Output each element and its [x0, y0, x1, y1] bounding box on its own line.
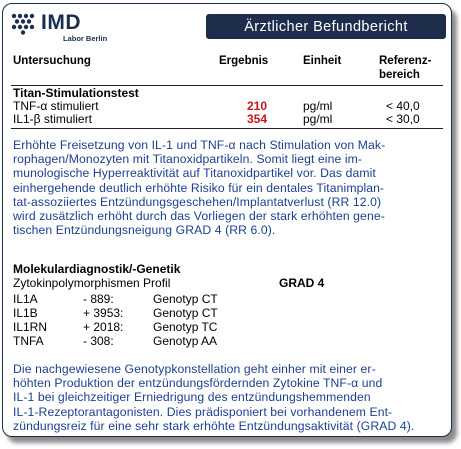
- paragraph-line: zündungsreiz für eine sehr stark erhöhte Entzündungsaktivität (GRAD 4).: [13, 418, 415, 433]
- gene-position: + 2018:: [83, 320, 124, 334]
- genetics-interpretation-paragraph: [13, 362, 441, 433]
- gene-name: IL1RN: [13, 320, 48, 334]
- gene-genotype: Genotyp CT: [153, 306, 218, 320]
- test-name: IL1-β stimuliert: [13, 112, 92, 126]
- test-result: 210: [247, 99, 268, 113]
- gene-position: + 3953:: [83, 306, 124, 320]
- table-divider: [11, 128, 443, 129]
- logo-text: IMD: [41, 11, 81, 34]
- report-card: [2, 3, 452, 437]
- genetics-grade: GRAD 4: [279, 276, 325, 290]
- paragraph-line: rophagen/Monozyten mit Titanoxidpartikeln. Somit liegt eine im-: [13, 152, 363, 167]
- gene-position: - 308:: [83, 334, 114, 348]
- section-heading-row: [13, 86, 443, 100]
- logo-subtitle: Labor Berlin: [63, 34, 108, 43]
- test-unit: pg/ml: [303, 112, 333, 126]
- paragraph-line: munologische Hyperreaktivität auf Titanoxidpartikel vor. Das damit: [13, 166, 376, 181]
- paragraph-line: IL-1 bei gleichzeitiger Erniedrigung des entzündungshemmenden: [13, 390, 371, 405]
- col-header-ref-line1: Referenz-: [379, 55, 432, 67]
- gene-genotype: Genotyp CT: [153, 292, 218, 306]
- report-title: Ärztlicher Befundbericht: [206, 14, 446, 39]
- table-row: [13, 112, 443, 126]
- section-heading: Titan-Stimulationstest: [13, 86, 139, 100]
- paragraph-line: Die nachgewiesene Genotypkonstellation geht einher mit einer er-: [13, 362, 376, 376]
- interpretation-paragraph: [13, 138, 441, 237]
- col-header-unit: Einheit: [303, 55, 342, 67]
- test-name: TNF-α stimuliert: [13, 99, 99, 113]
- genetics-heading: Molekulardiagnostik/-Genetik: [13, 262, 181, 276]
- paragraph-line: IL-1-Rezeptorantagonisten. Dies prädisponiert bei vorhandenem Ent-: [13, 404, 393, 419]
- gene-genotype: Genotyp AA: [153, 334, 218, 348]
- gene-name: IL1A: [13, 292, 38, 306]
- paragraph-line: wird zusätzlich erhöht durch das Vorliegen der stark erhöhten gene-: [13, 209, 385, 224]
- gene-name: TNFA: [13, 334, 44, 348]
- gene-position: - 889:: [83, 292, 114, 306]
- paragraph-line: höhten Produktion der entzündungsfördernden Zytokine TNF-α und: [13, 376, 383, 391]
- test-unit: pg/ml: [303, 99, 333, 113]
- gene-genotype: Genotyp TC: [153, 320, 218, 334]
- test-reference: < 30,0: [386, 112, 420, 126]
- genetics-profile-label: Zytokinpolymorphismen Profil: [13, 276, 171, 290]
- logo-dots-icon: [11, 13, 37, 35]
- table-row: [13, 99, 443, 113]
- col-header-ref-line2: bereich: [379, 69, 420, 81]
- col-header-test: Untersuchung: [13, 55, 91, 67]
- col-header-result: Ergebnis: [219, 55, 269, 67]
- paragraph-line: tat-assoziiertes Entzündungsgeschehen/Implantatverlust (RR 12.0): [13, 194, 382, 209]
- paragraph-line: einhergehende deutlich erhöhte Risiko für ein dentales Titanimplan-: [13, 180, 385, 195]
- gene-name: IL1B: [13, 306, 38, 320]
- paragraph-line: Erhöhte Freisetzung von IL-1 und TNF-α nach Stimulation von Mak-: [13, 138, 386, 152]
- imd-logo: [11, 12, 131, 46]
- paragraph-line: tischen Entzündungsneigung GRAD 4 (RR 6.0).: [13, 223, 276, 238]
- test-reference: < 40,0: [386, 99, 420, 113]
- test-result: 354: [247, 112, 268, 126]
